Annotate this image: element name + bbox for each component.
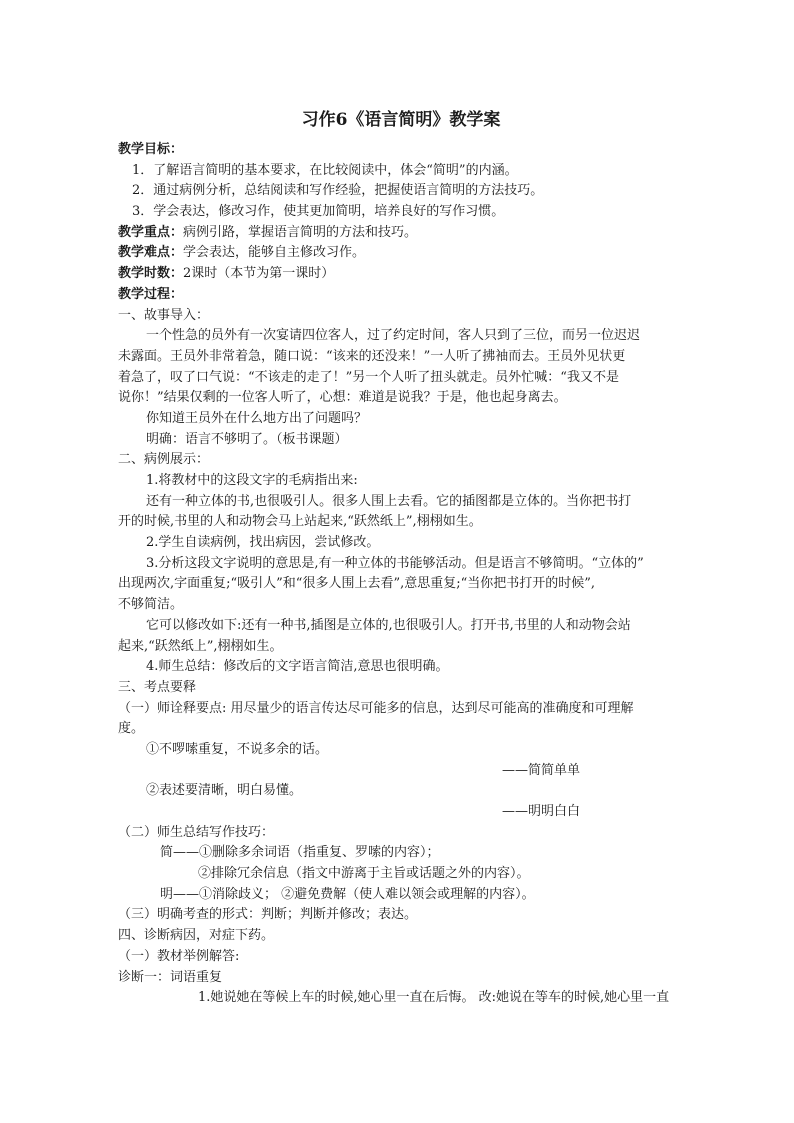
text-line: （三）明确考查的形式：判断；判断并修改；表达。 xyxy=(118,907,418,923)
text-line: 不够简洁。 xyxy=(118,597,184,613)
text-line: 出现两次,字面重复;“吸引人”和“很多人围上去看”,意思重复;“当你把书打开的时候”, xyxy=(118,576,596,592)
text-line: 你知道王员外在什么地方出了问题吗？ xyxy=(146,410,368,426)
text-line: 明确：语言不够明了。（板书课题） xyxy=(146,431,348,447)
text-line xyxy=(118,243,684,264)
text-line: 3．学会表达，修改习作，使其更加简明，培养良好的写作习惯。 xyxy=(132,204,505,220)
text-line: 一、故事导入： xyxy=(118,307,210,323)
text-line: 1.将教材中的这段文字的毛病指出来: xyxy=(146,473,358,488)
text-line: 4.师生总结：修改后的文字语言简洁,意思也很明确。 xyxy=(146,659,449,675)
document-body xyxy=(118,140,684,1009)
text-line: （一）师诠释要点: 用尽量少的语言传达尽可能多的信息，达到尽可能高的准确度和可理解 xyxy=(118,700,634,716)
text-line: 1.她说她在等候上车的时候,她心里一直在后悔。 改:她说在等车的时候,她心里一直 xyxy=(198,990,670,1006)
text-line: 3.分析这段文字说明的意思是,有一种立体的书能够活动。但是语言不够简明。“立体的” xyxy=(146,555,644,571)
section-label: 教学目标： xyxy=(118,142,184,157)
text-line: ——简简单单 xyxy=(501,762,580,778)
text-line: 起来,“跃然纸上”,栩栩如生。 xyxy=(118,638,283,654)
text-line: 说你！”结果仅剩的一位客人听了，心想：难道是说我？于是，他也起身离去。 xyxy=(118,390,567,406)
text-line: 诊断一：词语重复 xyxy=(118,969,223,985)
text-line: 度。 xyxy=(118,721,145,737)
text-line: 未露面。王员外非常着急，随口说：“该来的还没来！”一人听了拂袖而去。王员外见状更 xyxy=(118,348,626,364)
text-line: 它可以修改如下:还有一种书,插图是立体的,也很吸引人。打开书,书里的人和动物会站 xyxy=(146,617,631,633)
text-line: 开的时候,书里的人和动物会马上站起来,“跃然纸上”,栩栩如生。 xyxy=(118,514,482,530)
text-line: （二）师生总结写作技巧： xyxy=(118,824,275,840)
section-label: 教学过程： xyxy=(118,286,184,302)
text-line: ②表述要清晰，明白易懂。 xyxy=(146,783,303,799)
field-label: 教学重点： xyxy=(118,224,184,240)
text-line: 二、病例展示： xyxy=(118,452,210,468)
text-line: 三、考点要释 xyxy=(118,679,197,695)
document-title: 习作6《语言简明》教学案 xyxy=(301,110,501,130)
text-line: ①不啰嗦重复，不说多余的话。 xyxy=(146,741,329,757)
text-line: （一）教材举例解答: xyxy=(118,948,240,964)
text-line: 一个性急的员外有一次宴请四位客人，过了约定时间，客人只到了三位，而另一位迟迟 xyxy=(146,328,641,344)
text-line: ②排除冗余信息（指文中游离于主旨或话题之外的内容）。 xyxy=(198,866,530,882)
field-value: 2课时（本节为第一课时） xyxy=(183,266,335,282)
text-line: 2.学生自读病例，找出病因，尝试修改。 xyxy=(146,535,380,551)
text-line: 四、诊断病因，对症下药。 xyxy=(118,928,275,944)
field-label: 教学时数： xyxy=(118,266,184,282)
field-value: 学会表达，能够自主修改习作。 xyxy=(183,245,366,261)
text-line: 简——①删除多余词语（指重复、罗嗦的内容）； xyxy=(160,845,440,861)
text-line: 1．了解语言简明的基本要求，在比较阅读中，体会“简明”的内涵。 xyxy=(132,162,518,178)
text-line: ——明明白白 xyxy=(501,804,580,819)
text-line: 着急了，叹了口气说：“不该走的走了！”另一个人听了扭头就走。员外忙喊：“我又不是 xyxy=(118,369,619,385)
text-line: 还有一种立体的书,也很吸引人。很多人围上去看。它的插图都是立体的。当你把书打 xyxy=(146,493,632,509)
field-label: 教学难点： xyxy=(118,245,184,261)
text-line: 明——①消除歧义； ②避免费解（使人难以领会或理解的内容）。 xyxy=(160,886,535,902)
field-value: 病例引路，掌握语言简明的方法和技巧。 xyxy=(183,224,418,240)
text-line: 2．通过病例分析，总结阅读和写作经验，把握使语言简明的方法技巧。 xyxy=(132,183,544,199)
text-line xyxy=(118,223,684,244)
document-page xyxy=(118,104,684,1009)
text-line xyxy=(118,264,684,285)
